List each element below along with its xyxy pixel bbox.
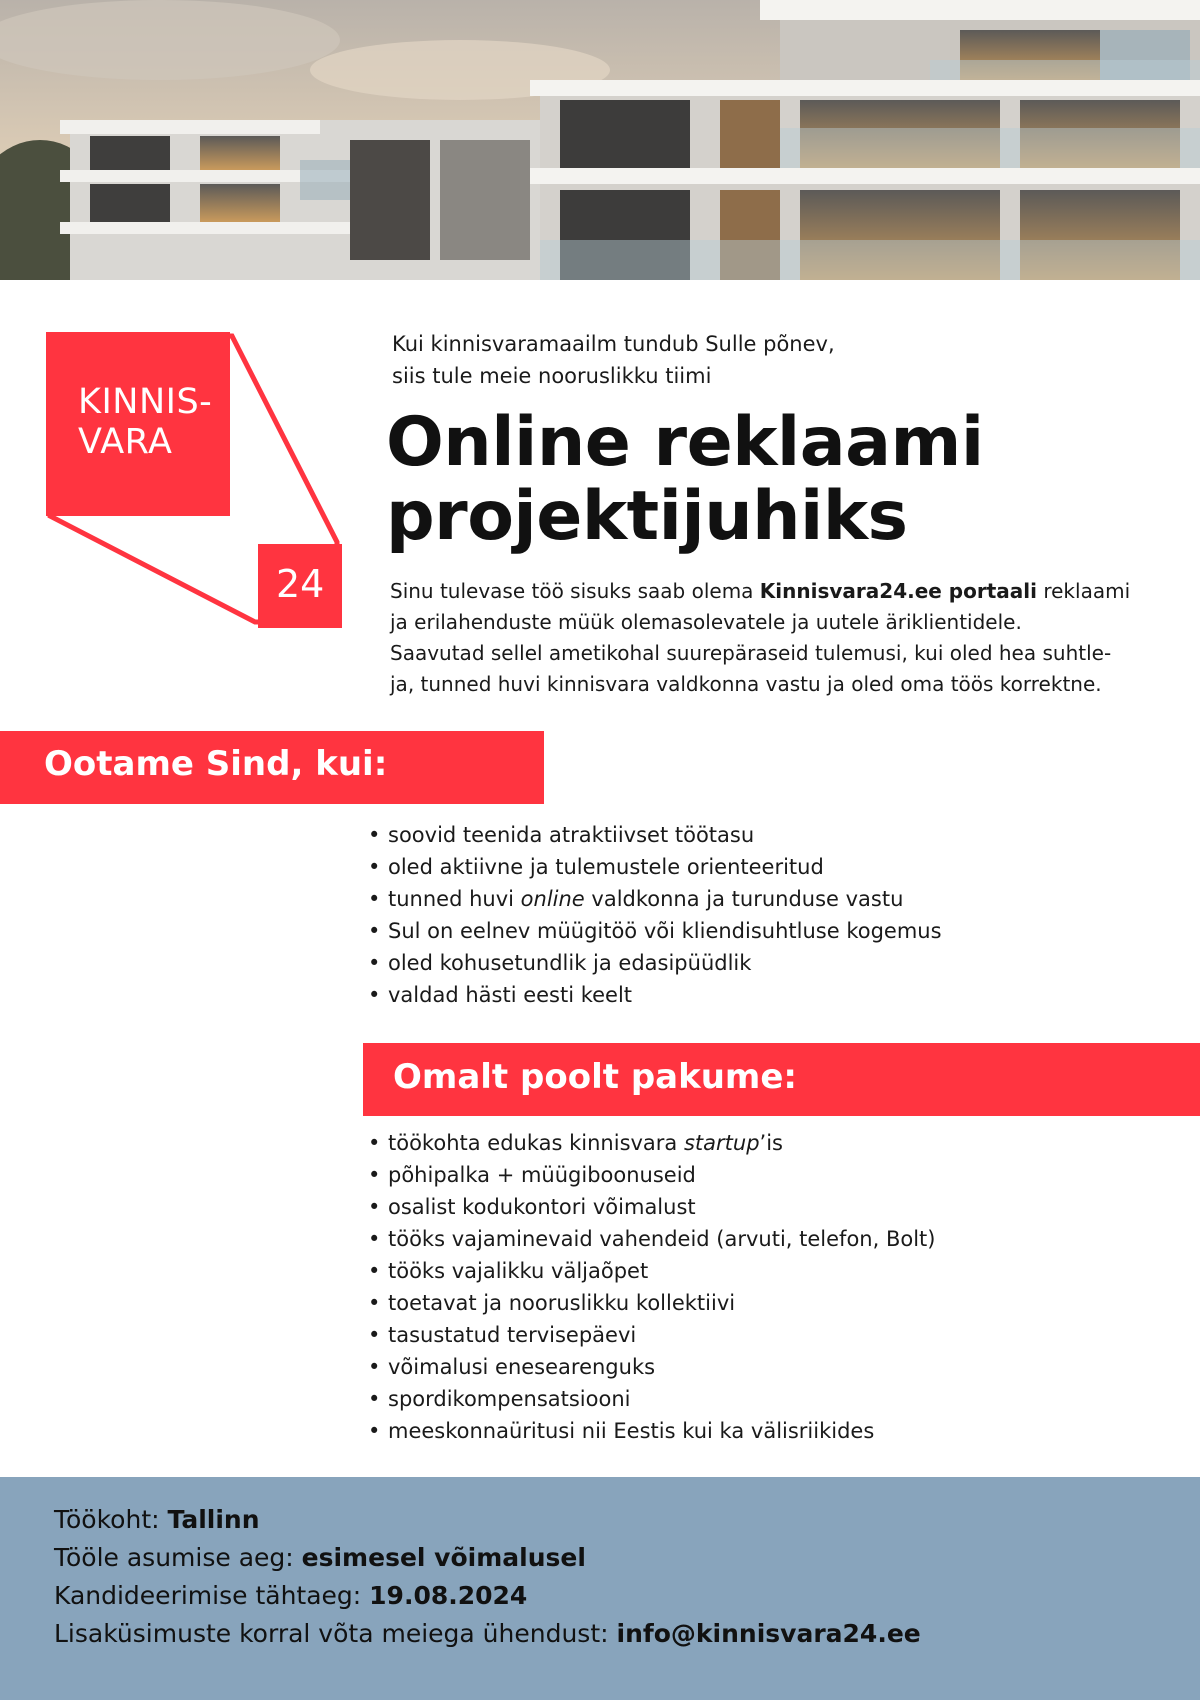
kinnisvara24-logo — [46, 332, 346, 632]
contact-label: Lisaküsimuste korral võta meiega ühendust: — [54, 1619, 617, 1648]
list-item-text: valdkonna ja turunduse vastu — [584, 887, 904, 911]
list-item: • tasustatud tervisepäevi — [368, 1319, 935, 1351]
job-title-line-2: projektijuhiks — [386, 477, 908, 556]
logo-number: 24 — [276, 562, 325, 606]
list-item: • Sul on eelnev müügitöö või kliendisuhtluse kogemus — [368, 915, 942, 947]
list-item: • spordikompensatsiooni — [368, 1383, 935, 1415]
list-item: • oled aktiivne ja tulemustele orienteeritud — [368, 851, 942, 883]
description-line-2: ja erilahenduste müük olemasolevatele ja uutele äriklientidele. — [390, 610, 1022, 634]
tagline-line-1: Kui kinnisvaramaailm tundub Sulle põnev, — [392, 332, 835, 356]
description-line-4: ja, tunned huvi kinnisvara valdkonna vastu ja oled oma töös korrektne. — [390, 672, 1102, 696]
job-description — [390, 576, 1170, 700]
description-text-end: reklaami — [1036, 579, 1131, 603]
logo-wordmark — [78, 382, 212, 462]
contact-email[interactable]: info@kinnisvara24.ee — [616, 1619, 921, 1648]
contact-line — [54, 1615, 1200, 1653]
tagline-line-2: siis tule meie nooruslikku tiimi — [392, 364, 712, 388]
description-line-3: Saavutad sellel ametikohal suurepäraseid tulemusi, kui oled hea suhtle- — [390, 641, 1112, 665]
list-item — [368, 883, 942, 915]
list-item: • osalist kodukontori võimalust — [368, 1191, 935, 1223]
deadline-label: Kandideerimise tähtaeg: — [54, 1581, 370, 1610]
tagline — [392, 328, 835, 392]
list-item: • tööks vajalikku väljaõpet — [368, 1255, 935, 1287]
portal-name: Kinnisvara24.ee portaali — [759, 579, 1037, 603]
deadline-line — [54, 1577, 1200, 1615]
list-item: • valdad hästi eesti keelt — [368, 979, 942, 1011]
location-label: Töökoht: — [54, 1505, 168, 1534]
list-item-emphasis: startup — [683, 1131, 760, 1155]
list-item: • oled kohusetundlik ja edasipüüdlik — [368, 947, 942, 979]
list-item: • tööks vajaminevaid vahendeid (arvuti, telefon, Bolt) — [368, 1223, 935, 1255]
list-item-emphasis: online — [520, 887, 585, 911]
job-title — [386, 403, 984, 556]
list-item-text: töökohta edukas kinnisvara — [388, 1131, 684, 1155]
description-line-1 — [390, 576, 1170, 607]
job-details-footer — [0, 1477, 1200, 1700]
list-item — [368, 1127, 935, 1159]
logo-line-2: VARA — [78, 422, 173, 462]
list-item: • põhipalka + müügiboonuseid — [368, 1159, 935, 1191]
requirements-list — [368, 819, 942, 1011]
start-line — [54, 1539, 1200, 1577]
start-value: esimesel võimalusel — [301, 1543, 586, 1572]
offers-list — [368, 1127, 935, 1447]
description-text-start: Sinu tulevase töö sisuks saab olema — [390, 579, 760, 603]
start-label: Tööle asumise aeg: — [54, 1543, 302, 1572]
list-item: • soovid teenida atraktiivset töötasu — [368, 819, 942, 851]
apartment-buildings-illustration — [0, 0, 1200, 280]
list-item: • võimalusi enesearenguks — [368, 1351, 935, 1383]
logo-line-1: KINNIS- — [78, 382, 213, 422]
location-value: Tallinn — [167, 1505, 260, 1534]
list-item-text: ’is — [759, 1131, 783, 1155]
hero-image — [0, 0, 1200, 280]
list-item: • meeskonnaüritusi nii Eestis kui ka välisriikides — [368, 1415, 935, 1447]
location-line — [54, 1501, 1200, 1539]
offers-heading: Omalt poolt pakume: — [363, 1043, 1200, 1116]
job-title-line-1: Online reklaami — [386, 403, 984, 482]
list-item: • toetavat ja nooruslikku kollektiivi — [368, 1287, 935, 1319]
list-item-text: tunned huvi — [388, 887, 521, 911]
requirements-heading: Ootame Sind, kui: — [0, 731, 544, 804]
deadline-value: 19.08.2024 — [369, 1581, 528, 1610]
